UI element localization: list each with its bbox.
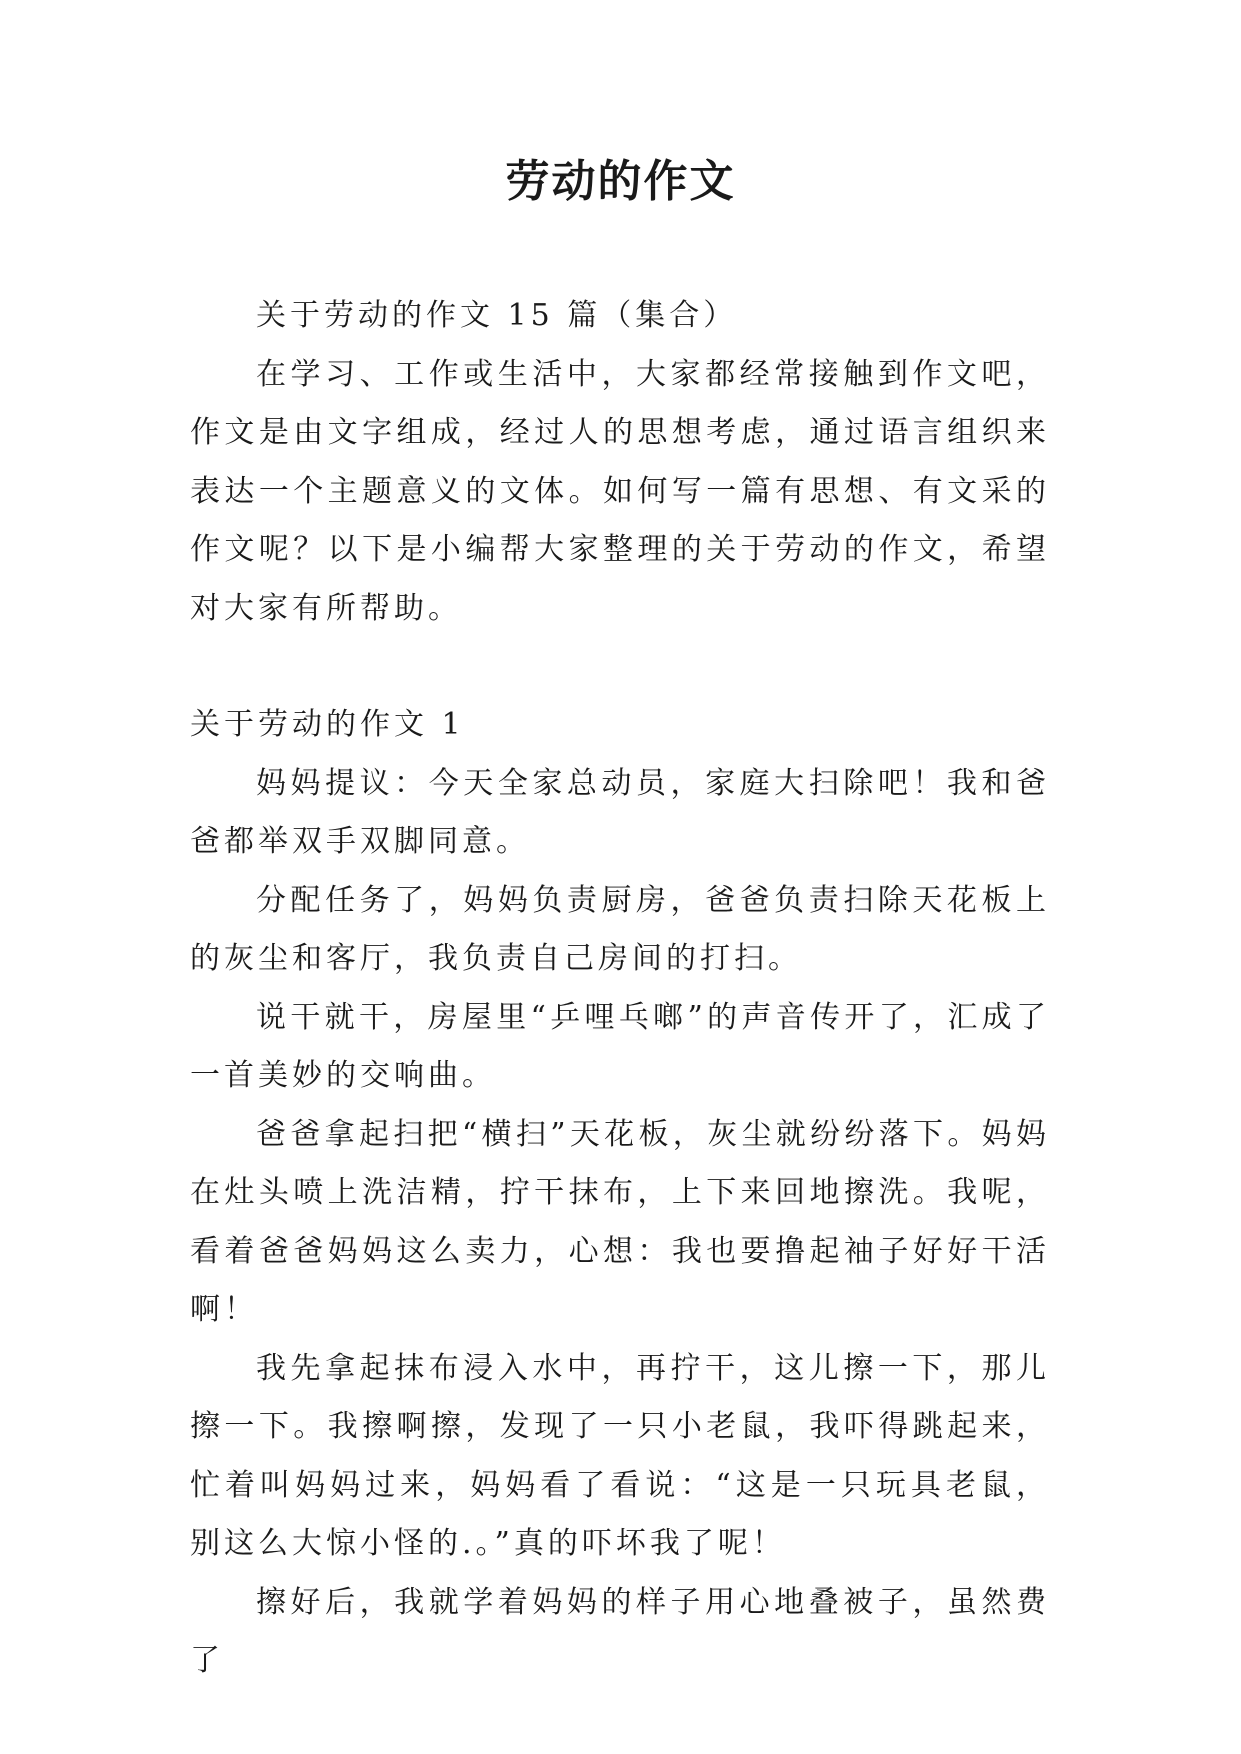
paragraph: 妈妈提议：今天全家总动员，家庭大扫除吧！我和爸爸都举双手双脚同意。 — [190, 765, 1050, 859]
paragraph: 爸爸拿起扫把“横扫”天花板，灰尘就纷纷落下。妈妈在灶头喷上洗洁精，拧干抹布，上下来回地擦洗。我呢，看着爸爸妈妈这么卖力，心想：我也要撸起袖子好好干活啊！ — [190, 1116, 1050, 1327]
section-heading: 关于劳动的作文 1 — [190, 707, 465, 742]
paragraph: 说干就干，房屋里“乒哩乓啷”的声音传开了，汇成了一首美妙的交响曲。 — [190, 999, 1050, 1093]
section-spacer — [190, 638, 1050, 696]
subtitle: 关于劳动的作文 15 篇（集合） — [256, 298, 738, 333]
paragraph: 擦好后，我就学着妈妈的样子用心地叠被子，虽然费了 — [190, 1584, 1050, 1678]
intro-paragraph: 在学习、工作或生活中，大家都经常接触到作文吧，作文是由文字组成，经过人的思想考虑，通过语言组织来表达一个主题意义的文体。如何写一篇有思想、有文采的作文呢？以下是小编帮大家整理的关于劳动的作文，希望对大家有所帮助。 — [190, 356, 1050, 626]
paragraph: 分配任务了，妈妈负责厨房，爸爸负责扫除天花板上的灰尘和客厅，我负责自己房间的打扫。 — [190, 882, 1050, 976]
paragraph: 我先拿起抹布浸入水中，再拧干，这儿擦一下，那儿擦一下。我擦啊擦，发现了一只小老鼠，我吓得跳起来，忙着叫妈妈过来，妈妈看了看说：“这是一只玩具老鼠，别这么大惊小怪的.。”真的吓坏我了呢！ — [190, 1350, 1050, 1561]
document-title: 劳动的作文 — [505, 156, 736, 207]
document-body — [190, 287, 1050, 1691]
